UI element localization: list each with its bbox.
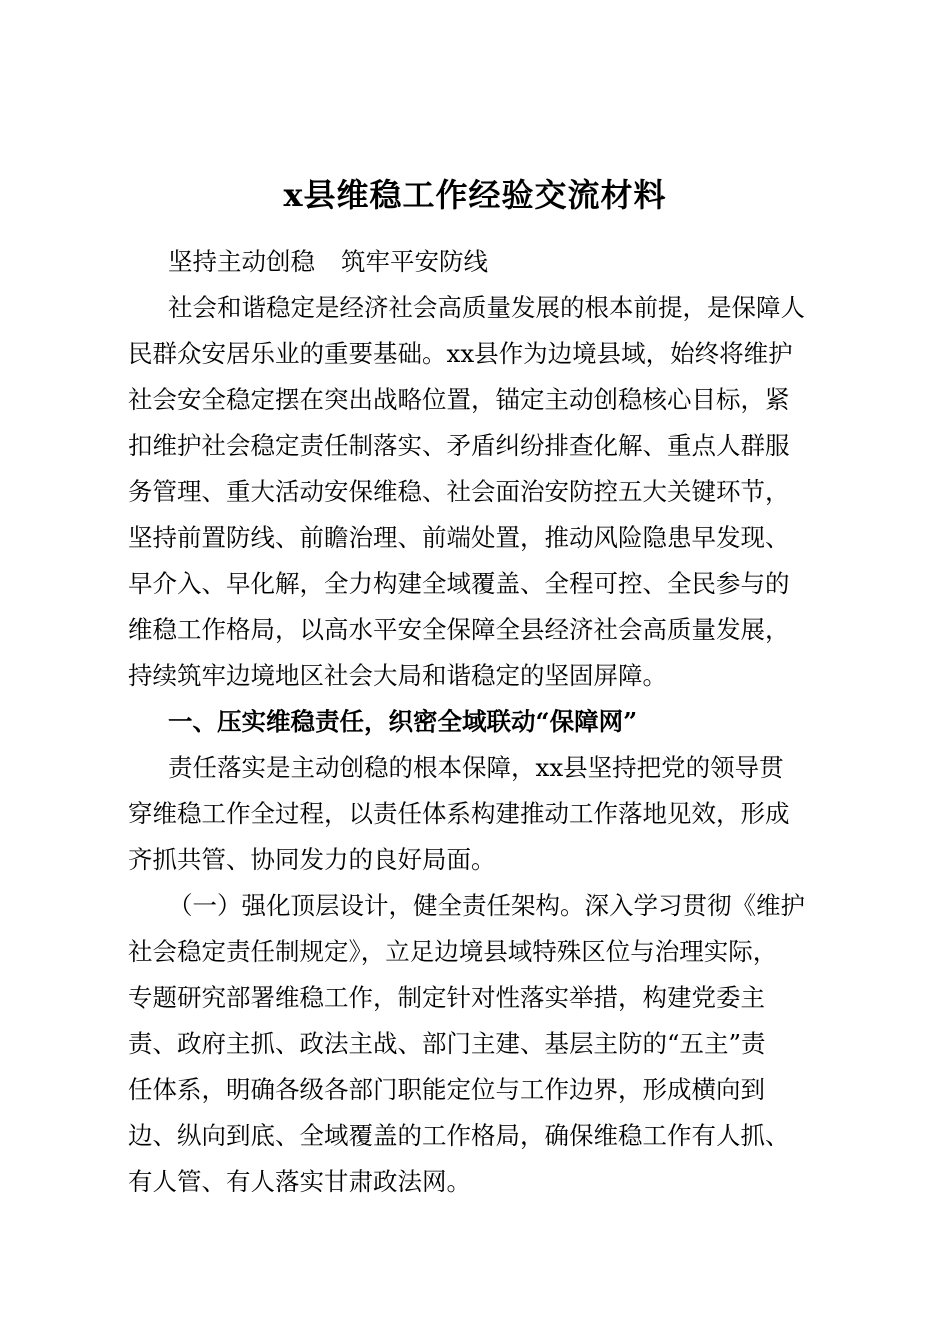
paragraph-3-line: 任体系，明确各级各部门职能定位与工作边界，形成横向到	[128, 1075, 765, 1104]
paragraph-3-line: 社会稳定责任制规定》，立足边境县域特殊区位与治理实际，	[128, 937, 778, 966]
paragraph-1-line: 坚持前置防线、前瞻治理、前端处置，推动风险隐患早发现、	[128, 523, 790, 552]
paragraph-1-line: 扣维护社会稳定责任制落实、矛盾纠纷排查化解、重点人群服	[128, 431, 790, 460]
paragraph-3-line: 边、纵向到底、全域覆盖的工作格局，确保维稳工作有人抓、	[128, 1121, 790, 1150]
subtitle-part-1: 坚持主动创稳	[168, 247, 315, 276]
paragraph-1-line: 持续筑牢边境地区社会大局和谐稳定的坚固屏障。	[128, 661, 667, 690]
section-heading-1: 一、压实维稳责任，织密全域联动“保障网”	[168, 707, 638, 736]
paragraph-1-line: 务管理、重大活动安保维稳、社会面治安防控五大关键环节，	[128, 477, 790, 506]
paragraph-1-line: 维稳工作格局，以高水平安全保障全县经济社会高质量发展，	[128, 615, 790, 644]
paragraph-2-line: 责任落实是主动创稳的根本保障，xx县坚持把党的领导贯	[168, 753, 784, 782]
paragraph-3-line: 专题研究部署维稳工作，制定针对性落实举措，构建党委主	[128, 983, 765, 1012]
paragraph-3-line: 有人管、有人落实甘肃政法网。	[128, 1167, 471, 1196]
paragraph-3-line: 责、政府主抓、政法主战、部门主建、基层主防的“五主”责	[128, 1029, 766, 1058]
document-body	[128, 239, 834, 1205]
paragraph-2-line: 齐抓共管、协同发力的良好局面。	[128, 845, 496, 874]
document-title: x县维稳工作经验交流材料	[283, 176, 667, 214]
paragraph-1-line: 社会安全稳定摆在突出战略位置，锚定主动创稳核心目标，紧	[128, 385, 790, 414]
subtitle	[128, 239, 834, 285]
paragraph-1-line: 社会和谐稳定是经济社会高质量发展的根本前提，是保障人	[168, 293, 805, 322]
paragraph-3-line: （一）强化顶层设计，健全责任架构。深入学习贯彻《维护	[168, 891, 805, 920]
paragraph-1-line: 民群众安居乐业的重要基础。xx县作为边境县域，始终将维护	[128, 339, 793, 368]
paragraph-1-line: 早介入、早化解，全力构建全域覆盖、全程可控、全民参与的	[128, 569, 790, 598]
paragraph-2-line: 穿维稳工作全过程，以责任体系构建推动工作落地见效，形成	[128, 799, 790, 828]
subtitle-part-2: 筑牢平安防线	[341, 247, 488, 276]
